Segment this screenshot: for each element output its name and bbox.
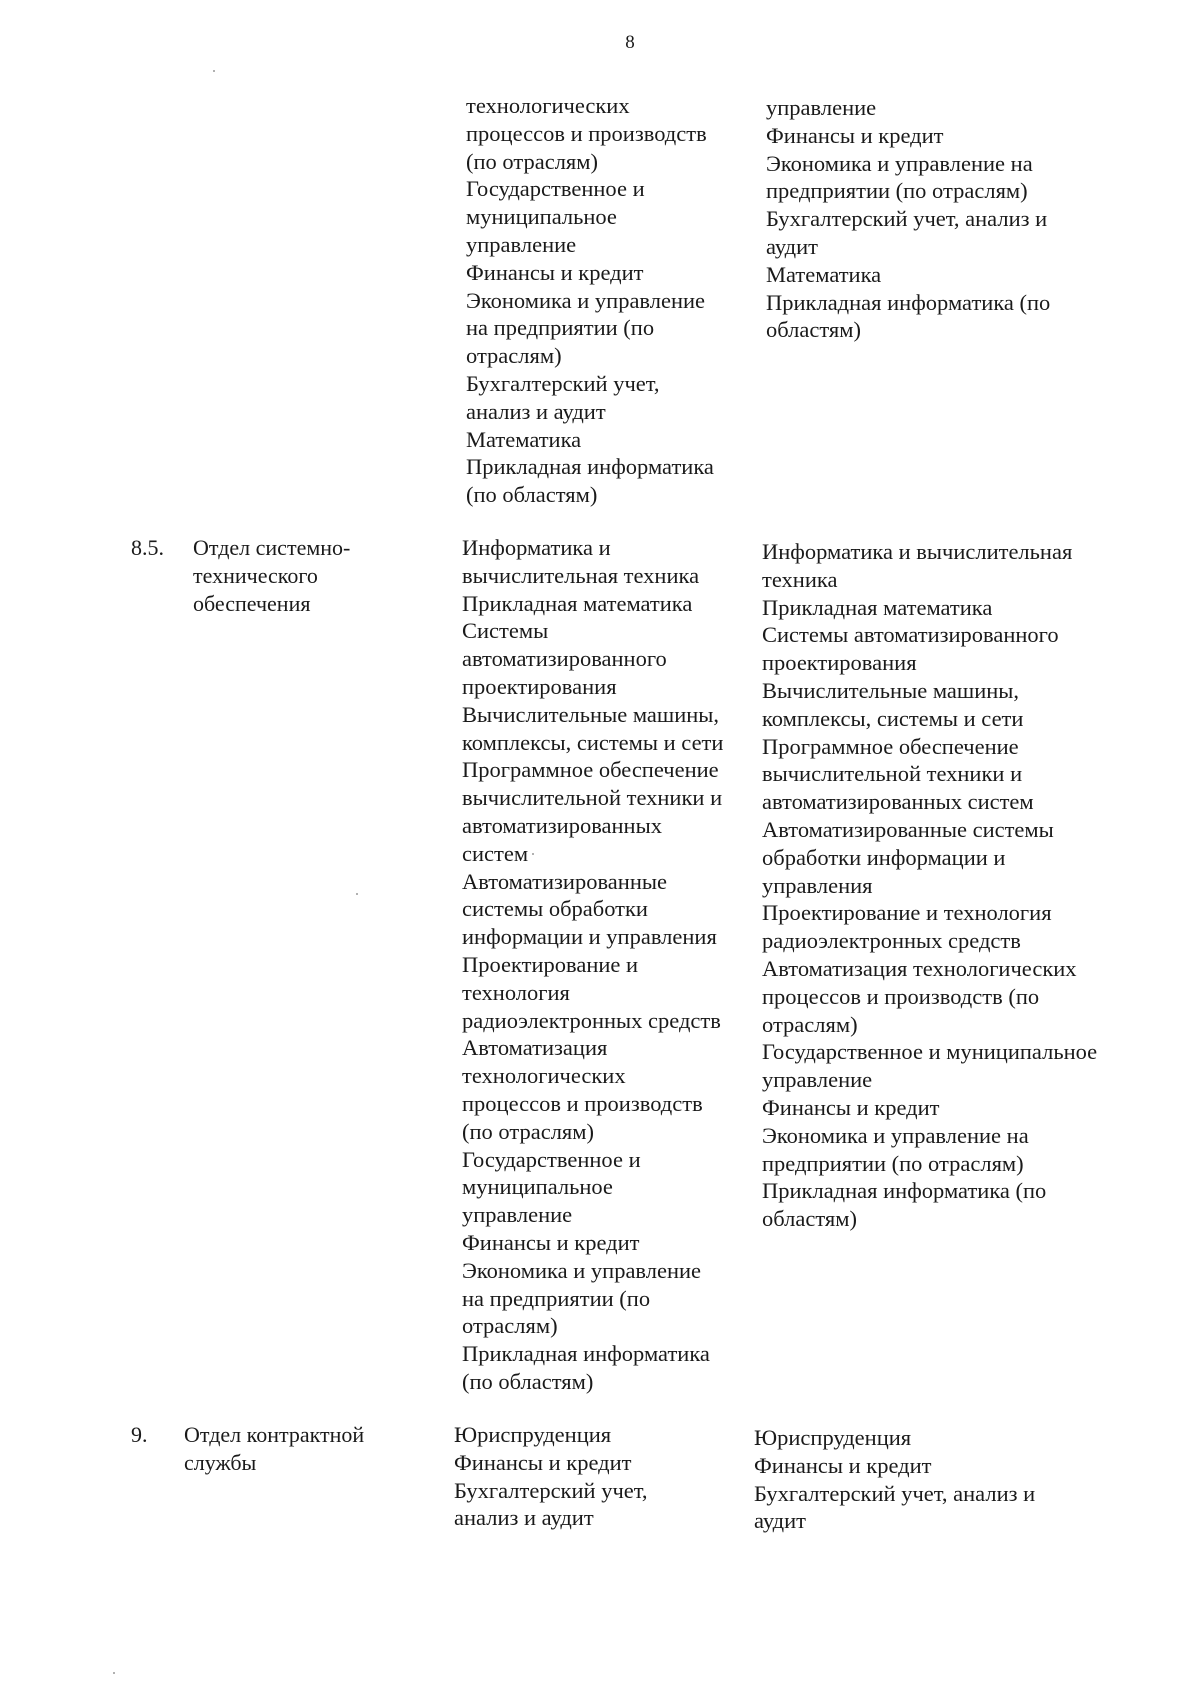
list-item: отраслям) [466,343,562,369]
list-item: предприятии (по отраслям) [766,178,1028,204]
scan-speck [113,1672,115,1674]
list-item: Прикладная информатика [466,454,714,480]
list-item: областям) [766,317,861,343]
list-item: автоматизированных систем [762,789,1034,815]
scan-speck [356,893,358,895]
department-name-line: Отдел контрактной [184,1422,365,1447]
list-item: Финансы и кредит [766,122,944,148]
list-item: Вычислительные машины, [762,677,1020,703]
list-item: управление [466,231,577,257]
list-item: управление [762,1067,873,1093]
training-directions-list [766,94,1136,344]
list-item: Финансы и кредит [462,1229,640,1255]
list-item: (по областям) [466,482,598,508]
list-item: Информатика и вычислительная [762,539,1073,564]
list-item: технология [462,979,570,1005]
list-item: Прикладная информатика (по [762,1178,1047,1204]
list-item: обработки информации и [762,844,1006,870]
list-item: анализ и аудит [466,398,606,424]
list-item: комплексы, системы и сети [762,705,1024,731]
list-item: Финансы и кредит [454,1449,632,1475]
department-name [184,1421,364,1477]
list-item: аудит [766,233,818,259]
list-item: областям) [762,1206,857,1232]
list-item: процессов и производств [462,1090,703,1116]
scan-speck [532,853,534,855]
list-item: Прикладная математика [462,590,693,616]
list-item: анализ и аудит [454,1505,594,1531]
list-item: Экономика и управление [466,287,706,313]
list-item: Юриспруденция [454,1422,612,1447]
education-specialties-list [462,534,762,1396]
list-item: на предприятии (по [466,315,655,341]
list-item: Математика [466,426,582,452]
list-item: процессов и производств (по [762,983,1040,1009]
list-item: Вычислительные машины, [462,701,720,727]
list-item: Прикладная информатика [462,1341,710,1367]
list-item: Проектирование и [462,951,639,977]
list-item: управления [762,872,873,898]
list-item: Экономика и управление на [766,150,1033,176]
list-item: Проектирование и технология [762,900,1052,926]
list-item: автоматизированного [462,646,667,672]
list-item: Государственное и муниципальное [762,1039,1098,1065]
list-item: технологических [462,1063,626,1089]
list-item: Прикладная информатика (по [766,289,1051,315]
list-item: Экономика и управление [462,1257,702,1283]
list-item: Математика [766,261,882,287]
scan-speck [213,70,215,72]
list-item: на предприятии (по [462,1285,651,1311]
department-name-line: обеспечения [193,590,311,616]
list-item: предприятии (по отраслям) [762,1150,1024,1176]
list-item: Программное обеспечение [762,733,1019,759]
list-item: Финансы и кредит [466,259,644,285]
list-item: вычислительной техники и [762,761,1023,787]
list-item: систем [462,840,529,866]
list-item: Экономика и управление на [762,1122,1029,1148]
list-item: вычислительная техника [462,562,700,588]
list-item: проектирования [762,650,917,676]
list-item: Государственное и [466,176,645,202]
list-item: Автоматизация технологических [762,955,1077,981]
list-item: автоматизированных [462,812,662,838]
list-item: Информатика и [462,535,611,560]
list-item: управление [462,1202,573,1228]
list-item: Юриспруденция [754,1425,912,1450]
list-item: Программное обеспечение [462,757,719,783]
list-item: аудит [754,1508,806,1534]
list-item: Автоматизированные системы [762,816,1054,842]
list-item: Автоматизация [462,1035,608,1061]
list-item: отраслям) [462,1313,558,1339]
section-number: 8.5. [131,535,164,560]
section-number: 9. [131,1422,148,1447]
list-item: управление [766,95,877,120]
list-item: технологических [466,93,630,118]
list-item: радиоэлектронных средств [462,1007,721,1033]
list-item: (по отраслям) [466,148,599,174]
training-directions-list [762,538,1132,1233]
list-item: Бухгалтерский учет, [466,370,660,396]
department-name-line: Отдел системно- [193,535,351,560]
list-item: Бухгалтерский учет, [454,1477,648,1503]
list-item: Системы автоматизированного [762,622,1059,648]
list-item: Бухгалтерский учет, анализ и [754,1480,1036,1506]
list-item: Бухгалтерский учет, анализ и [766,206,1048,232]
education-specialties-list [466,92,766,509]
list-item: (по отраслям) [462,1118,595,1144]
department-name-line: технического [193,562,318,588]
list-item: Системы [462,618,549,644]
list-item: Финансы и кредит [754,1452,932,1478]
list-item: процессов и производств [466,120,707,146]
list-item: информации и управления [462,924,717,950]
list-item: муниципальное [466,204,617,230]
education-specialties-list [454,1421,754,1532]
list-item: отраслям) [762,1011,858,1037]
list-item: комплексы, системы и сети [462,729,724,755]
list-item: проектирования [462,673,617,699]
department-name-line: службы [184,1449,257,1475]
list-item: радиоэлектронных средств [762,928,1021,954]
list-item: системы обработки [462,896,648,922]
list-item: Государственное и [462,1146,641,1172]
page-number: 8 [625,32,635,53]
list-item: (по областям) [462,1368,594,1394]
list-item: техника [762,566,838,592]
department-name [193,534,350,617]
list-item: Финансы и кредит [762,1094,940,1120]
list-item: Прикладная математика [762,594,993,620]
list-item: вычислительной техники и [462,785,723,811]
list-item: Автоматизированные [462,868,667,894]
training-directions-list [754,1424,1124,1535]
list-item: муниципальное [462,1174,613,1200]
